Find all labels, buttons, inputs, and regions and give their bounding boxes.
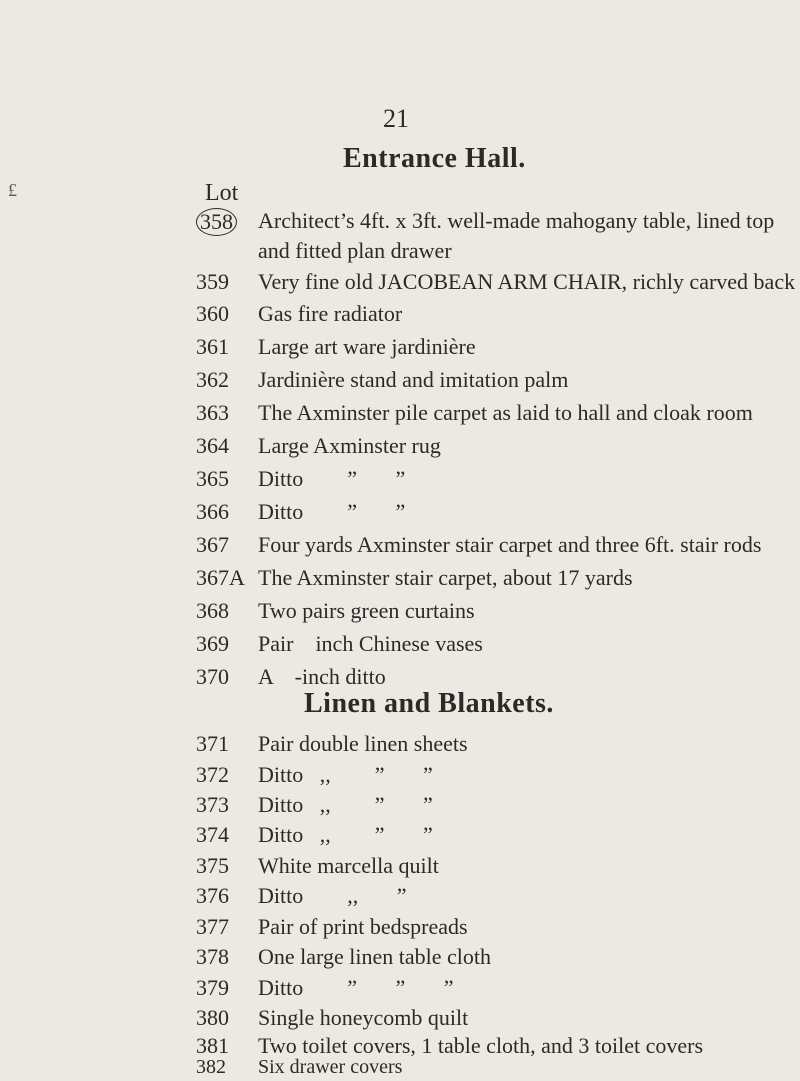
- lot-number: 374: [196, 822, 229, 847]
- list-item: [196, 565, 633, 591]
- lot-number: 369: [196, 631, 229, 656]
- list-item: [196, 499, 405, 525]
- list-item: [196, 598, 475, 624]
- lot-number: 359: [196, 269, 229, 294]
- item-description: A -inch ditto: [258, 664, 386, 689]
- lot-number: 373: [196, 792, 229, 817]
- lot-number: 367A: [196, 565, 245, 590]
- list-item: [196, 269, 795, 295]
- item-description: White marcella quilt: [258, 853, 439, 878]
- item-description: The Axminster stair carpet, about 17 yards: [258, 565, 633, 590]
- item-description: Two toilet covers, 1 table cloth, and 3 toilet covers: [258, 1033, 704, 1058]
- lot-number: 375: [196, 853, 229, 878]
- lot-number: 367: [196, 532, 229, 557]
- lot-number: 370: [196, 664, 229, 689]
- lot-number: 377: [196, 914, 229, 939]
- list-item: [196, 334, 476, 360]
- item-description: Gas fire radiator: [258, 301, 403, 326]
- list-item: [196, 631, 483, 657]
- item-description: Pair of print bedspreads: [258, 914, 468, 939]
- item-description: Pair double linen sheets: [258, 731, 468, 756]
- lot-number: 362: [196, 367, 229, 392]
- item-description: Ditto ,, ”: [258, 883, 407, 908]
- item-description: The Axminster pile carpet as laid to hall and cloak room: [258, 400, 753, 425]
- section-title-entrance-hall: Entrance Hall.: [343, 143, 526, 174]
- list-item: [196, 664, 386, 690]
- lot-number: 368: [196, 598, 229, 623]
- item-description: Two pairs green curtains: [258, 598, 475, 623]
- lot-number: 366: [196, 499, 229, 524]
- lot-number: 372: [196, 762, 229, 787]
- list-item: [196, 532, 761, 558]
- list-item: [196, 400, 753, 426]
- lot-number: 382: [196, 1056, 226, 1078]
- item-description: Ditto ,, ” ”: [258, 792, 433, 817]
- margin-note: £: [8, 180, 17, 200]
- item-description: Six drawer covers: [258, 1056, 403, 1078]
- list-item: [196, 433, 441, 459]
- lot-number: 363: [196, 400, 229, 425]
- item-description: Single honeycomb quilt: [258, 1005, 469, 1030]
- item-description: Four yards Axminster stair carpet and three 6ft. stair rods: [258, 532, 762, 557]
- item-description: Large art ware jardinière: [258, 334, 476, 359]
- list-item: [196, 367, 568, 393]
- item-description: Very fine old JACOBEAN ARM CHAIR, richly carved back: [258, 269, 796, 294]
- item-description: Large Axminster rug: [258, 433, 441, 458]
- lot-number: 381: [196, 1033, 229, 1058]
- item-description: Pair inch Chinese vases: [258, 631, 483, 656]
- item-description: Jardinière stand and imitation palm: [258, 367, 569, 392]
- lot-number: 365: [196, 466, 229, 491]
- lot-number: 371: [196, 731, 229, 756]
- list-item: [196, 301, 402, 327]
- lot-number: 376: [196, 883, 229, 908]
- lot-number: 361: [196, 334, 229, 359]
- lot-number: 380: [196, 1005, 229, 1030]
- list-item: [196, 208, 774, 236]
- item-description: Ditto ,, ” ”: [258, 762, 433, 787]
- page-number: 21: [383, 104, 409, 133]
- list-item: [196, 466, 405, 492]
- lot-number: 379: [196, 975, 229, 1000]
- item-description: Ditto ,, ” ”: [258, 822, 433, 847]
- lot-number: 378: [196, 944, 229, 969]
- item-description: Ditto ” ” ”: [258, 975, 454, 1000]
- item-description: Ditto ” ”: [258, 499, 406, 524]
- item-description-continued: and fitted plan drawer: [258, 238, 452, 263]
- lot-column-header: Lot: [205, 180, 239, 206]
- lot-number: 360: [196, 301, 229, 326]
- lot-number: 364: [196, 433, 229, 458]
- item-description: Architect’s 4ft. x 3ft. well-made mahogany table, lined top: [258, 208, 775, 233]
- item-description: Ditto ” ”: [258, 466, 406, 491]
- section-title-linen-and-blankets: Linen and Blankets.: [304, 688, 554, 719]
- item-description: One large linen table cloth: [258, 944, 491, 969]
- lot-number: 358: [196, 208, 258, 236]
